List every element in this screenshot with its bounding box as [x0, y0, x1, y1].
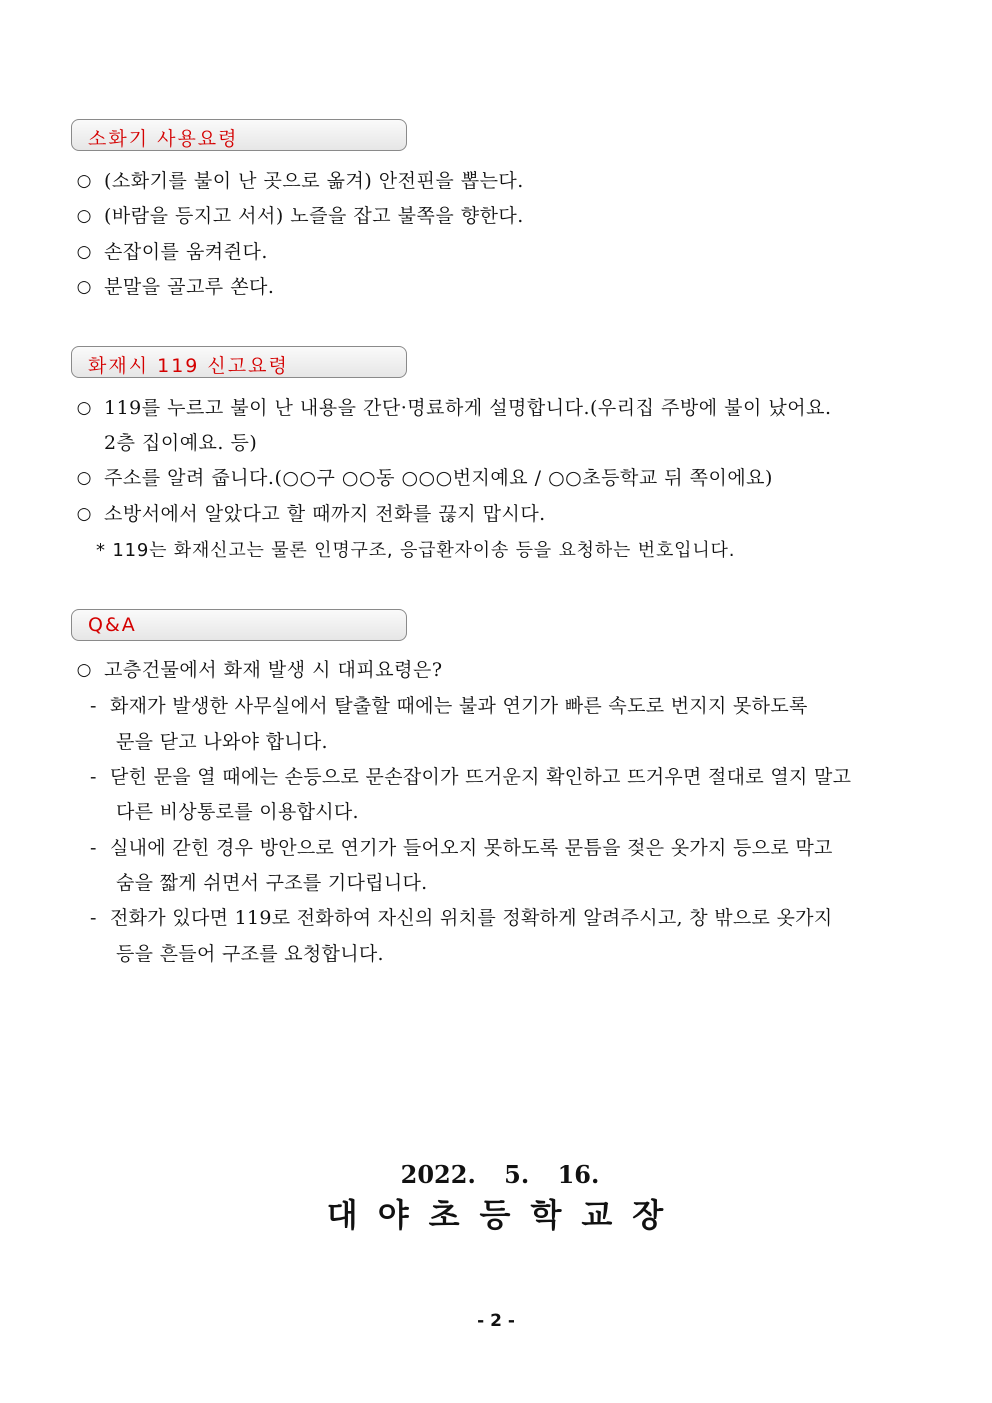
report-note: * 119는 화재신고는 물론 인명구조, 응급환자이송 등을 요청하는 번호입니다. [96, 540, 736, 561]
bullet-icon: ○ [76, 398, 92, 418]
list-item: 분말을 골고루 쏜다. [104, 276, 275, 298]
bullet-icon: ○ [76, 504, 92, 524]
issuer-name: 대야초등학교장 [326, 1196, 684, 1234]
qa-answer-continuation: 다른 비상통로를 이용합시다. [116, 801, 359, 823]
section-title-qa: Q&A [88, 614, 137, 636]
list-item: 주소를 알려 줍니다.(○○구 ○○동 ○○○번지예요 / ○○초등학교 뒤 쪽이에요) [104, 467, 773, 489]
bullet-icon: ○ [76, 242, 92, 262]
list-item: 119를 누르고 불이 난 내용을 간단·명료하게 설명합니다.(우리집 주방에 불이 났어요. [104, 397, 832, 419]
dash-icon: - [90, 695, 97, 717]
bullet-icon: ○ [76, 206, 92, 226]
document-date: 2022. 5. 16. [400, 1160, 600, 1189]
qa-answer: 닫힌 문을 열 때에는 손등으로 문손잡이가 뜨거운지 확인하고 뜨거우면 절대로 열지 말고 [110, 766, 852, 788]
list-item: (소화기를 불이 난 곳으로 옮겨) 안전핀을 뽑는다. [104, 170, 524, 192]
list-item-continuation: 2층 집이예요. 등) [104, 432, 258, 454]
dash-icon: - [90, 837, 97, 859]
bullet-icon: ○ [76, 660, 92, 680]
list-item: 소방서에서 알았다고 할 때까지 전화를 끊지 맙시다. [104, 503, 546, 525]
section-header-extinguisher [71, 119, 407, 151]
qa-question: 고층건물에서 화재 발생 시 대피요령은? [104, 659, 443, 681]
dash-icon: - [90, 907, 97, 929]
qa-answer-continuation: 문을 닫고 나와야 합니다. [116, 731, 328, 753]
bullet-icon: ○ [76, 468, 92, 488]
bullet-icon: ○ [76, 277, 92, 297]
qa-answer-continuation: 등을 흔들어 구조를 요청합니다. [116, 943, 384, 965]
section-title-report: 화재시 119 신고요령 [88, 355, 289, 377]
qa-answer-continuation: 숨을 짧게 쉬면서 구조를 기다립니다. [116, 872, 428, 894]
section-header-report [71, 346, 407, 378]
qa-answer: 화재가 발생한 사무실에서 탈출할 때에는 불과 연기가 빠른 속도로 번지지 못하도록 [110, 695, 808, 717]
section-title-extinguisher: 소화기 사용요령 [88, 128, 239, 150]
list-item: (바람을 등지고 서서) 노즐을 잡고 불쪽을 향한다. [104, 205, 524, 227]
section-header-qa [71, 609, 407, 641]
qa-answer: 실내에 갇힌 경우 방안으로 연기가 들어오지 못하도록 문틈을 젖은 옷가지 등으로 막고 [110, 837, 833, 859]
qa-answer: 전화가 있다면 119로 전화하여 자신의 위치를 정확하게 알려주시고, 창 밖으로 옷가지 [110, 907, 833, 929]
list-item: 손잡이를 움켜쥔다. [104, 241, 268, 263]
page-number: - 2 - [477, 1311, 515, 1331]
dash-icon: - [90, 766, 97, 788]
bullet-icon: ○ [76, 171, 92, 191]
